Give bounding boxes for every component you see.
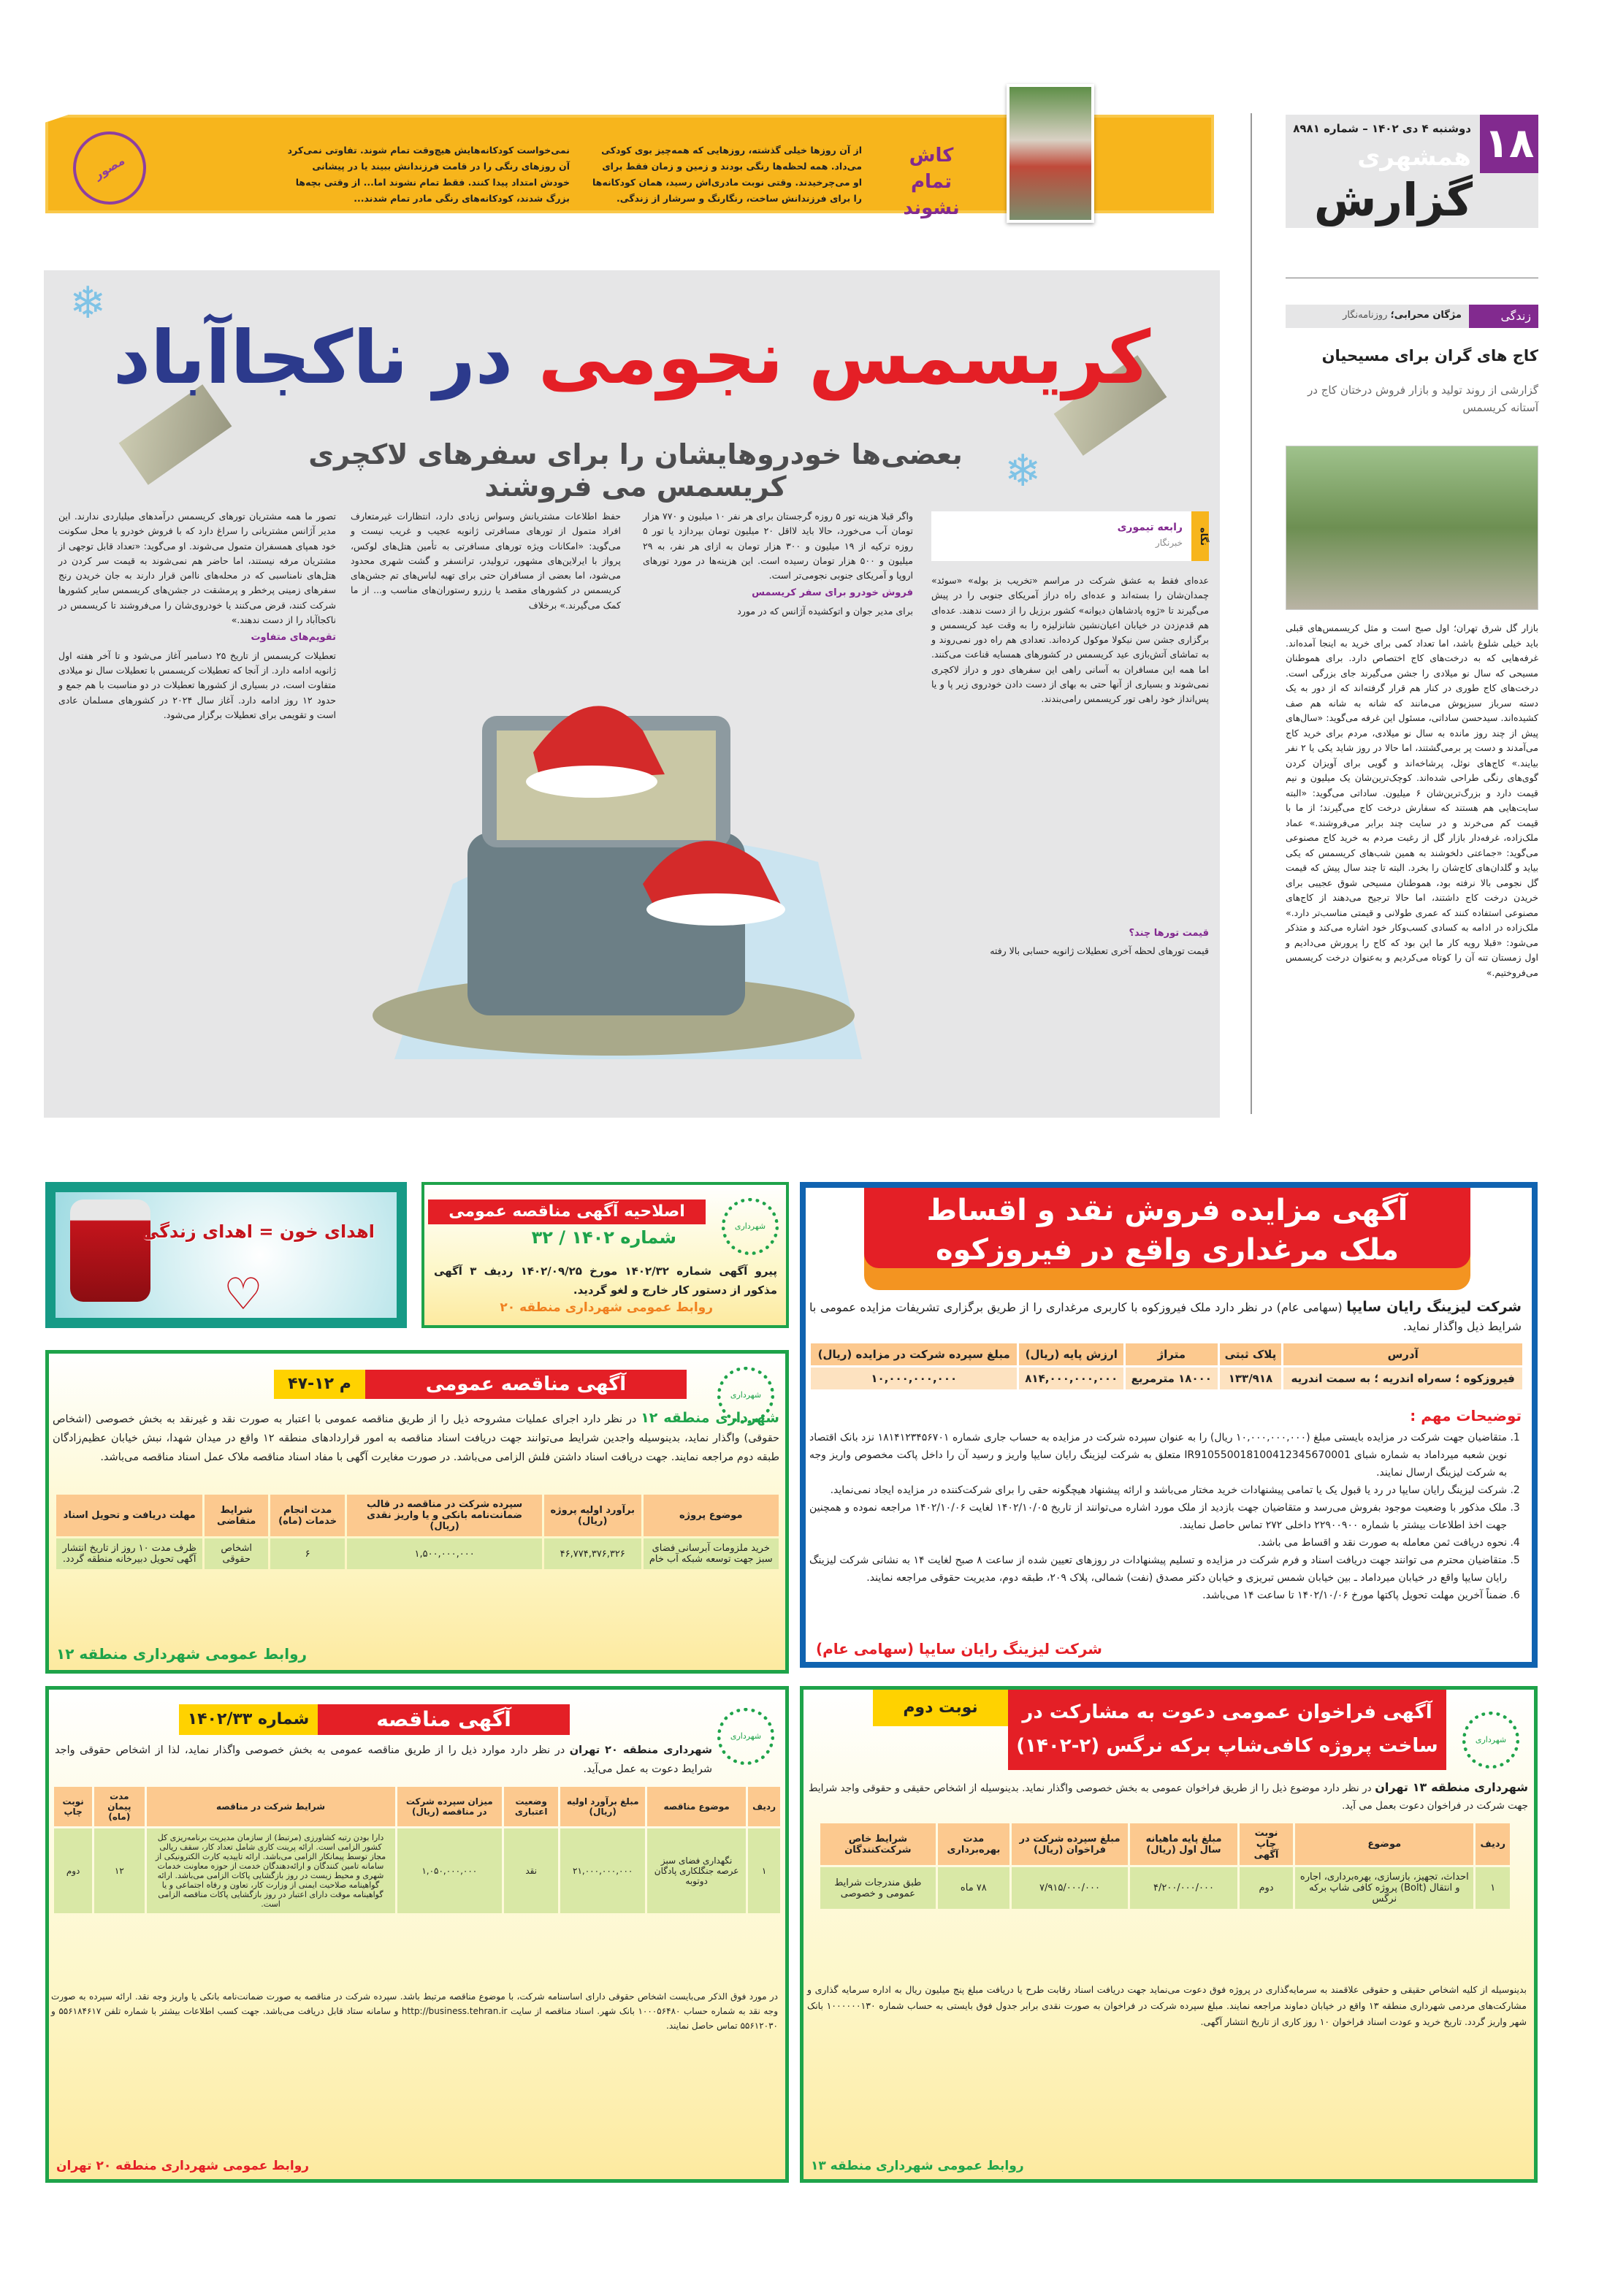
paragraph: برای مدیر جوان و اتوکشیده آژانس که در مورد	[737, 605, 913, 617]
paragraph: قیمت تورهای لحظه آخری تعطیلات ژانویه حسابی بالا رفته	[990, 945, 1209, 956]
table-row	[56, 1538, 779, 1569]
org-name: شهرداری منطقه ۱۳ تهران	[1375, 1780, 1529, 1794]
table-row	[54, 1828, 780, 1913]
auction-notes	[809, 1429, 1522, 1604]
ad-title-line: ساخت پروژه کافی‌شاپ برکه نرگس (۲-۱۴۰۲)	[1016, 1735, 1438, 1757]
table-cell: ۸۱۴,۰۰۰,۰۰۰,۰۰۰	[1019, 1368, 1123, 1389]
suitcase-money-illustration	[351, 643, 877, 1059]
ad-title-line: آگهی فراخوان عمومی دعوت به مشارکت در	[1022, 1701, 1432, 1723]
call-table	[818, 1821, 1512, 1911]
table-row	[811, 1368, 1522, 1389]
column-header: مبلغ سپرده شرکت در مزایده (ریال)	[811, 1343, 1017, 1365]
ad-slogan: اهدای خون = اهدای زندگی	[141, 1221, 375, 1242]
headline-red: کریسمس نجومی	[538, 315, 1151, 400]
paragraph: عده‌ای فقط به عشق شرکت در مراسم «تخریب بز بوله» «سوئد» چمدان‌شان را بسته‌اند و عده‌ای راه دراز آمریکای جنوبی را در پیش می‌گیرند تا «ژوه پادشاهان دیوانه» کشور برزیل را از دست ندهند. عده‌ای هم قدم‌زدن در خیابان اعیان‌نشین شانزلیزه را به وقت عید کریسمس و برگزاری جشن سن نیکولا موکول کرده‌اند. تعدادی هم راه دور نمی‌روند و به تماشای آتش‌بازی عید کریسمس در کشورهای همسایه قناعت می‌کنند. اما همه این مسافران به آسانی راهی این سفرهای دور و دراز لاکچری نمی‌شوند و بسیاری از آنها حتی به بهای از دست دادن خودروی زیر پا و یا پس‌انداز خود راهی تور کریسمس رامی‌بندند.	[931, 575, 1209, 705]
org-name: شهرداری منطقه ۱۲	[641, 1410, 779, 1426]
author-name: مژگان محرابی؛	[1390, 310, 1462, 321]
banner-title	[884, 142, 979, 221]
story-tag-bar	[1286, 305, 1538, 328]
column-header: شرایط متقاضی	[205, 1495, 268, 1536]
column-header: مهلت دریافت و تحویل اسناد	[56, 1495, 202, 1536]
auction-ad	[800, 1182, 1538, 1668]
table-cell: ۴/۲۰۰/۰۰۰/۰۰۰	[1130, 1867, 1237, 1909]
ad-number: شماره ۱۴۰۲/۳۳	[179, 1704, 318, 1735]
column-header: برآورد اولیه پروژه (ریال)	[544, 1495, 641, 1536]
call-ad-district-13	[800, 1686, 1538, 2183]
author-role: روزنامه‌نگار	[1343, 310, 1388, 321]
column-header: مدت بهره‌برداری	[938, 1823, 1009, 1865]
tender-table	[52, 1785, 782, 1915]
blood-bag-icon	[70, 1200, 150, 1302]
author-role: خبرنگار	[1155, 538, 1183, 548]
sidebar-story-title: کاج های گران برای مسیحیان	[1321, 347, 1538, 365]
table-cell: دوم	[1240, 1867, 1293, 1909]
column-header: موضوع	[1295, 1823, 1473, 1865]
table-cell: نگهداری فضای سبز عرصه جنگلکاری پادگان دوتوبه	[647, 1828, 746, 1913]
table-cell: فیروزکوه ؛ سه‌راه اندریه ؛ به سمت اندریه	[1283, 1368, 1522, 1389]
column-header: سپرده شرکت در مناقصه در قالب ضمانت‌نامه بانکی و یا واریز نقدی (ریال)	[347, 1495, 542, 1536]
ad-notes: بدینوسیله از کلیه اشخاص حقیقی و حقوقی علاقمند به سرمایه‌گذاری در پروژه فوق دعوت می‌نماید جهت دریافت اسناد رقابت طرح یا دریافت مبلغ پنج میلیون ریال به اداره سرمایه گذاری و مشارکت‌های مردمی شهرداری منطقه ۱۳ واقع در خیابان دماوند مراجعه نمایند. مبلغ سپرده شرکت در فراخوان به صورت نقدی برابر جدول فوق بایستی به حساب شماره ۱۰۰۰۰۰۰۱۳۰ بانک شهر واریز گردد. تاریخ خرید و عودت اسناد فراخوان ۱۰ روز کاری از تاریخ انتشار آگهی.	[807, 1984, 1527, 2027]
tender-ad-district-20	[45, 1686, 789, 2183]
table-cell: ۷۸ ماه	[938, 1867, 1009, 1909]
erratum-ad	[421, 1182, 789, 1328]
table-cell: ۱	[748, 1828, 780, 1913]
article-column-2	[643, 509, 913, 619]
ad-footer: روابط عمومی شهرداری منطقه ۱۳	[811, 2159, 1024, 2173]
kicker-label: نگاه	[1191, 511, 1209, 561]
table-cell: اشخاص حقوقی	[205, 1538, 268, 1569]
ad-text: در نظر دارد موضوع ذیل را از طریق فراخوان عمومی به بخش خصوصی واگذار نماید. بدینوسیله از اشخاص حقیقی و حقوقی واجد شرایط جهت شرکت در فراخوان دعوت بعمل می آید.	[809, 1782, 1528, 1812]
ad-title-line: ملک مرغداری واقع در فیروزکوه	[935, 1233, 1400, 1267]
byline	[1343, 310, 1462, 321]
auction-table	[809, 1341, 1524, 1392]
column-header: نوبت چاپ آگهی	[1240, 1823, 1293, 1865]
sidebar-story-lead: گزارشی از روند تولید و بازار فروش درختان کاج در آستانه کریسمس	[1308, 384, 1538, 414]
newspaper-logo: همشهری	[1357, 142, 1471, 172]
headline-blue: در ناکجاآباد	[112, 315, 514, 400]
company-signature: شرکت لیزینگ رایان سایپا (سهامی عام)	[816, 1640, 1102, 1658]
column-header: وضعیت اعتباری	[504, 1787, 558, 1826]
section-title: گزارش	[1313, 173, 1473, 226]
table-cell: ۱۳۳/۹۱۸	[1220, 1368, 1282, 1389]
carousel-photo	[1007, 84, 1094, 223]
page-header	[1286, 115, 1538, 228]
pine-trees-photo	[1286, 446, 1538, 610]
table-cell: ظرف مدت ۱۰ روز از تاریخ انتشار آگهی تحویل دبیرخانه منطقه گردد.	[56, 1538, 202, 1569]
category-label: زندگی	[1469, 305, 1538, 328]
article-column-1	[931, 573, 1209, 958]
author-name: رابعه تیموری	[1117, 522, 1183, 533]
ad-body	[53, 1408, 779, 1467]
column-header: مدت انجام خدمات (ماه)	[270, 1495, 345, 1536]
table-row	[820, 1867, 1510, 1909]
ad-footer: روابط عمومی شهرداری منطقه ۱۲	[56, 1645, 308, 1663]
table-cell: ۱,۵۰۰,۰۰۰,۰۰۰	[347, 1538, 542, 1569]
table-cell: ۲۱,۰۰۰,۰۰۰,۰۰۰	[560, 1828, 645, 1913]
table-cell: نقد	[504, 1828, 558, 1913]
author-box	[931, 511, 1209, 561]
column-divider	[1251, 113, 1252, 1114]
column-header: میزان سپرده شرکت در مناقصه (ریال)	[397, 1787, 503, 1826]
table-cell: ۱۰,۰۰۰,۰۰۰,۰۰۰	[811, 1368, 1017, 1389]
banner-text: نمی‌خواست کودکانه‌هایش هیچ‌وقت تمام شوند. تفاوتی نمی‌کرد آن روزهای رنگی را در قامت فرزندانش ببیند یا در پیشانی خودش امتداد پیدا کنند. فقط تمام نشوند اما... از وقتی بچه‌ها بزرگ شدند، کودکانه‌های رنگی مادر تمام شدند...	[287, 145, 570, 204]
ad-body: پیرو آگهی شماره ۱۴۰۲/۳۲ مورخ ۱۴۰۲/۰۹/۲۵ ردیف ۳ آگهی مذکور از دستور کار خارج و لغو گردید.	[434, 1265, 777, 1297]
column-header: شرایط شرکت در مناقصه	[147, 1787, 395, 1826]
paragraph: تعطیلات کریسمس از تاریخ ۲۵ دسامبر آغاز می‌شود و تا آخر هفته اول ژانویه ادامه دارد. از آنجا که تعطیلات کریسمس با تعطیلات سال نو میلادی متفاوت است، در بسیاری از کشورها تعطیلات در دو مناسبت با هم جمع و حدود ۱۲ روز ادامه دارد. آغاز سال ۲۰۲۴ در کشورهای مسلمان عادی است و تقویمی برای تعطیلات برگزار می‌شود.	[58, 649, 336, 720]
org-name: شهرداری منطقه ۲۰ تهران	[569, 1744, 713, 1756]
column-header: آدرس	[1283, 1343, 1522, 1365]
page-number: ۱۸	[1480, 115, 1538, 173]
table-cell: دوم	[54, 1828, 92, 1913]
illustrated-stamp: مصور	[60, 118, 160, 218]
tehran-municipality-logo: شهرداری	[722, 1198, 779, 1255]
table-cell: دارا بودن رتبه کشاورزی (مرتبط) از سازمان مدیریت برنامه‌ریزی کل کشور الزامی است. ارائه پرینت کاری شامل تعداد کار، سقف ریالی مجاز توسط پیمانکار الزامی می‌باشد. ارائه تاییدیه کارت الکترونیکی از سامانه تامین کنندگان و ارائه‌دهندگان خدمت از حوزه معاونت خدمات شهری و محیط زیست در روز بازگشایی پاکات الزامی می‌باشد. ارائه گواهینامه صلاحیت ایمنی از وزارت کار، تعاون و رفاه اجتماعی و یا گواهینامه موقت دارای اعتبار در روز بازگشایی پاکات مناقصه الزامی است.	[147, 1828, 395, 1913]
column-header: مدت پیمان (ماه)	[94, 1787, 144, 1826]
blood-donation-ad	[45, 1182, 407, 1328]
table-cell: ۴۶,۷۷۴,۳۷۶,۳۲۶	[544, 1538, 641, 1569]
note-item: 1. متقاضیان جهت شرکت در مزایده بایستی مبلغ (۱۰,۰۰۰,۰۰۰,۰۰۰ ریال) را به عنوان سپرده شرکت در مزایده به حساب جاری شماره ۱۸۱۴۱۲۳۴۵۶۷۰۱ نزد بانک اقتصاد نوین شعبه میرداماد به شماره شبای IR910550018100412345670001 متعلق به شرکت لیزینگ رایان سایپا واریز و رسید آن را داخل پاکت مخصوص واریز وجه به شرکت لیزینگ ارسال نمایند.	[809, 1429, 1507, 1481]
tender-table	[54, 1492, 781, 1571]
column-header: متراژ	[1126, 1343, 1217, 1365]
snowflake-icon: ❄	[1004, 446, 1042, 497]
table-cell: طبق مندرجات شرایط عمومی و خصوصی	[820, 1867, 936, 1909]
paragraph: واگر قبلا هزینه تور ۵ روزه گرجستان برای هر نفر ۱۰ میلیون و ۷۷۰ هزار تومان آب می‌خورد، حالا باید لااقل ۲۰ میلیون تومان بپردازد یا تور ۵ روزه ترکیه از ۱۹ میلیون و ۳۰۰ هزار تومان به ازای هر نفر، به ۲۹ میلیون و ۵۰۰ هزار تومان رسیده است. این هزینه‌ها در مورد تورهای اروپا و آمریکای جنوبی نجومی‌تر است.	[643, 511, 914, 581]
column-header: ردیف	[1476, 1823, 1510, 1865]
ad-notes: در مورد فوق الذکر می‌بایست اشخاص حقوقی دارای اساسنامه شرکت، با موضوع مناقصه مرتبط باشد. سپرده شرکت در مناقصه به صورت ضمانت‌نامه بانکی یا واریز وجه نقد. ارائه سپرده به صورت وجه نقد به شماره حساب ۱۰۰۰۵۶۴۸۰ بانک شهر. اسناد مناقصه از سایت http://business.tehran.ir و سامانه ستاد قابل دریافت می‌باشد. جهت کسب اطلاعات بیشتر با شماره تلفن ۵۵۶۱۸۴۶۱۷ و ۵۵۶۱۲۰۳۰ تماس حاصل نمایند.	[51, 1991, 778, 2031]
section-heading: تقویم‌های متفاوت	[251, 632, 336, 644]
ad-number: شماره ۱۴۰۲ / ۳۲	[531, 1227, 676, 1248]
print-round-badge: نوبت دوم	[873, 1690, 1008, 1726]
ad-title: آگهی مناقصه	[318, 1704, 570, 1735]
issue-date: دوشنبه ۴ دی ۱۴۰۲ – شماره ۸۹۸۱	[1293, 122, 1471, 135]
section-heading: فروش خودرو برای سفر کریسمس	[752, 587, 913, 599]
section-heading: قیمت تورها چند؟	[1129, 927, 1209, 939]
table-cell: ۶	[270, 1538, 345, 1569]
table-cell: احداث، تجهیز، بازسازی، بهره‌برداری، اجاره و انتقال (Bolt) پروژه کافی شاپ برکه نرگس	[1295, 1867, 1473, 1909]
ad-body	[55, 1741, 712, 1779]
subheadline: بعضی‌ها خودروهایشان را برای سفرهای لاکچری کریسمس می فروشند	[308, 438, 963, 503]
column-header: موضوع مناقصه	[647, 1787, 746, 1826]
tehran-municipality-logo: شهرداری	[717, 1367, 774, 1424]
ad-code: م ۱۲-۴۷	[274, 1370, 365, 1399]
tender-ad-district-12	[45, 1350, 789, 1674]
table-cell: خرید ملزومات آبرسانی فضای سبز جهت توسعه شبکه آب خام	[644, 1538, 779, 1569]
note-item: 5. متقاضیان محترم می توانند جهت دریافت اسناد و فرم شرکت در مزایده و تسلیم پیشنهادات در روزهای تعیین شده از ساعت ۸ صبح لغایت ۱۴ به نشانی شرکت لیزینگ رایان سایپا واقع در خیابان میرداماد ـ بین خیابان شمس تبریزی و خیابان دکتر مصدق (نفت) شمالی، پلاک ۲۰۹، طبقه دوم، مدیریت حقوقی مراجعه نمایند.	[809, 1552, 1507, 1587]
ad-text: در نظر دارد موارد ذیل را از طریق مناقصه عمومی به بخش خصوصی واگذار نماید، لذا از اشخاص حقوقی واجد شرایط دعوت به عمل می‌آید.	[55, 1744, 712, 1775]
ad-title: آگهی مناقصه عمومی	[365, 1370, 687, 1399]
ad-footer: روابط عمومی شهرداری منطقه ۲۰	[500, 1300, 713, 1315]
paragraph: تصور ما همه مشتریان تورهای کریسمس درآمدهای میلیاردی ندارند. این مدیر آژانس مشتریانی را سراغ دارد که با فروش خودرو یا محل سکونت خود همپای همسفران متمول می‌شوند. او می‌گوید: «تعداد قابل توجهی از مشتریان مرفه نیستند، اما حاضر هم نمی‌شوند به قیمت سر کردن در هتل‌های نامناسبی که در محله‌های ناامن قرار دارند به جان خریدن رنج سفرهای زمینی پرخطر و پرمشقت در جشن‌های کریسمس سایر کشورها شرکت کنند، قرض می‌کنند یا خودروی‌شان را می‌فروشند تا کریسمس در ناکجاآباد را از دست ندهند.»	[58, 511, 336, 626]
note-item: 6. ضمناً آخرین مهلت تحویل پاکتها مورخ ۱۴۰۲/۱۰/۰۶ تا ساعت ۱۴ می‌باشد.	[809, 1587, 1507, 1604]
banner-text: از آن روزها خیلی گذشته، روزهایی که همه‌چیز بوی کودکی می‌داد. همه لحظه‌ها رنگی بودند و زمین و زمان فقط برای او می‌چرخیدند. وقتی نوبت مادری‌اش رسید، همان کودکانه‌ها را برای فرزندانش ساخت، رنگارنگ و سرشار از زندگی.	[592, 145, 862, 204]
ad-text: در نظر دارد اجرای عملیات مشروحه ذیل را از طریق مناقصه عمومی با اعتبار به صورت نقد و غیرنقد به بخش خصوصی (اشخاص حقوقی) واگذار نماید، بدینوسیله واجدین شرایط می‌توانند جهت دریافت اسناد مناقصه به امور قراردادهای منطقه ۱۲ واقع در میدان شهدا، نبش خیابان عظیم‌زادگان طبقه دوم مراجعه نمایند. جهت دریافت اسناد داشتن فلش الزامی می‌باشد. در صورت مغایرت آگهی با مفاد اسناد مناقصه ملاک عمل اسناد مناقصه می‌باشد.	[53, 1414, 779, 1463]
note-item: 4. نحوه دریافت ثمن معامله به صورت نقد و اقساط می باشد.	[809, 1534, 1507, 1552]
note-item: 2. شرکت لیزینگ رایان سایپا در رد یا قبول یک یا تمامی پیشنهادات خرید مختار می‌باشد و ارائه پیشنهاد هیچگونه حقی را برای شرکت‌کننده در مزایده ایجاد نمی‌نماید.	[809, 1481, 1507, 1499]
banner-title-line: کاش	[909, 145, 954, 167]
ad-title-line: آگهی مزایده فروش نقد و اقساط	[926, 1194, 1408, 1227]
ad-footer: روابط عمومی شهرداری منطقه ۲۰ تهران	[56, 2159, 310, 2173]
sidebar-story-body: بازار گل شرق تهران؛ اول صبح است و مثل کریسمس‌های قبلی باید خیلی شلوغ باشد، اما تعداد کمی برای خرید به اینجا آمده‌اند. غرفه‌هایی که به درخت‌های کاج اختصاص دارد. برای هموطنان مسیحی که سال نو میلادی را جشن می‌گیرند جای بزرگی است. درخت‌های کاج طوری در کنار هم قرار گرفته‌اند که از دور به یک دسته سرباز سبزپوش می‌مانند که شانه به شانه هم صف کشیده‌اند. سیدحسن ساداتی، مسئول این غرفه می‌گوید: «سال‌های پیش از چند روز مانده به سال نو میلادی، مردم برای خرید کاج می‌آمدند و دست پر برمی‌گشتند، اما حالا در روز شاید یکی یا ۲ نفر بیایند.» کاج‌های نوئل، پرشاخه‌اند و گویی برای آویزان کردن گوی‌های رنگی طراحی شده‌اند. کوچک‌ترین‌شان یک میلیون و نیم قیمت دارد و بزرگ‌ترین‌شان ۶ میلیون. ساداتی می‌گوید: «البته سایت‌هایی هم هستند که سفارش درخت کاج می‌گیرند؛ از ما با قیمت کم می‌خرند و در سایت چند برابر می‌فروشند.» عماد ملک‌زاده، غرفه‌دار بازار گل از رغبت مردم به خرید کاج مصنوعی می‌گوید: «جماعتی دلخوشند به همین شب‌های کریسمس که یکی بیاید و گلدان‌های کاج‌شان را بخرد. البته تا چند سال پیش که قیمت گل نجومی بالا نرفته بود، هموطنان مسیحی شوق عجیبی برای خریدن درخت کاج داشتند، اما حالا ترجیح می‌دهند از کاج‌های مصنوعی استفاده کنند که عمری طولانی و قیمتی مناسب‌تر دارد.» ملک‌زاده در ادامه به کسادی کسب‌وکار خود اشاره می‌کند و متذکر می‌شود: «قبلا رویه کار ما این بود که کاج را پرورش می‌دادیم و اول زمستان تنه آن را کوتاه می‌کردیم و به‌عنوان درخت کریسمس می‌فروختیم.»	[1286, 622, 1538, 978]
ad-title: اصلاحیه آگهی مناقصه عمومی	[428, 1200, 706, 1224]
column-header: ارزش پایه (ریال)	[1019, 1343, 1123, 1365]
column-header: موضوع پروژه	[644, 1495, 779, 1536]
column-header: نوبت چاپ	[54, 1787, 92, 1826]
column-header: ردیف	[748, 1787, 780, 1826]
ad-intro	[809, 1297, 1522, 1336]
table-cell: ۱۲	[94, 1828, 144, 1913]
heart-icon: ♡	[224, 1269, 263, 1320]
column-header: مبلغ پایه ماهیانه سال اول (ریال)	[1130, 1823, 1237, 1865]
note-item: 3. ملک مذکور با وضعیت موجود بفروش می‌رسد و متقاضیان جهت بازدید از ملک مورد اشاره می‌توانند از تاریخ ۱۴۰۲/۱۰/۰۵ لغایت ۱۴۰۲/۱۰/۰۶ مراجعه نموده و همچنین جهت اخذ اطلاعات بیشتر با شماره ۲۲۹۰۰۹۰۰ داخلی ۲۷۲ تماس حاصل نمایند.	[809, 1499, 1507, 1534]
column-header: پلاک ثبتی	[1220, 1343, 1282, 1365]
table-cell: ۱۸۰۰۰ مترمربع	[1126, 1368, 1217, 1389]
ad-title	[1008, 1690, 1446, 1770]
table-cell: ۱,۰۵۰,۰۰۰,۰۰۰	[397, 1828, 503, 1913]
article-column-4	[58, 509, 336, 722]
tehran-municipality-logo: شهرداری	[717, 1708, 774, 1765]
banner-title-line: تمام نشوند	[903, 171, 960, 219]
ad-body	[809, 1779, 1528, 1815]
snowflake-icon: ❄	[69, 278, 107, 329]
notes-title: توضیحات مهم :	[1410, 1407, 1522, 1424]
ad-text: (سهامی عام) در نظر دارد ملک فیروزکوه با کاربری مرغداری را از طریق برگزاری تشریفات مزایده عمومی با شرایط ذیل واگذار نماید.	[809, 1300, 1522, 1333]
table-cell: ۱	[1476, 1867, 1510, 1909]
ad-title	[864, 1188, 1470, 1268]
column-header: مبلغ برآورد اولیه (ریال)	[560, 1787, 645, 1826]
tehran-municipality-logo: شهرداری	[1462, 1712, 1519, 1769]
article-column-3: حفظ اطلاعات مشتریانش وسواس زیادی دارد، انتظارات غیرمتعارف افراد متمول از تورهای مسافرتی ژانویه عجیب و غریب نیست و می‌گوید: «امکانات ویژه تورهای مسافرتی به تأمین هتل‌های لوکس، پرواز با ایرلاین‌های مشهور، ترولیدر، ترانسفر و گشت شهری محدود می‌شود، اما بعضی از مسافران حتی برای تهیه لباس‌های تم جشن‌های کریسمس در کشورهای مقصد یا رزرو رستوران‌های مناسب و... از ما کمک می‌گیرند.» برخلاف	[351, 511, 621, 611]
main-headline	[44, 310, 1220, 405]
table-cell: ۷/۹۱۵/۰۰۰/۰۰۰	[1012, 1867, 1128, 1909]
column-header: شرایط خاص شرکت‌کنندگان	[820, 1823, 936, 1865]
company-name: شرکت لیزینگ رایان سایپا	[1346, 1299, 1522, 1315]
column-header: مبلغ سپرده شرکت در فراخوان (ریال)	[1012, 1823, 1128, 1865]
